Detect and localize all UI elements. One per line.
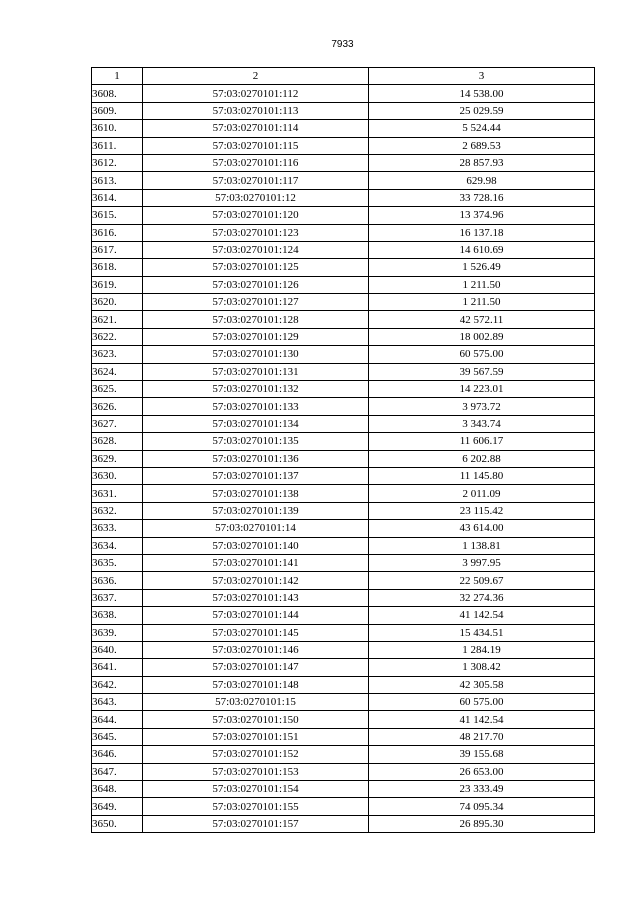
cadastral-number-cell: 57:03:0270101:148: [143, 676, 369, 693]
table-row: [92, 763, 595, 780]
registry-table: [91, 67, 595, 833]
value-cell: 48 217.70: [369, 728, 595, 745]
row-number-cell: 3639.: [92, 624, 143, 641]
table-row: [92, 102, 595, 119]
cadastral-number-cell: 57:03:0270101:157: [143, 815, 369, 832]
value-cell: 5 524.44: [369, 120, 595, 137]
table-row: [92, 815, 595, 832]
cadastral-number-cell: 57:03:0270101:145: [143, 624, 369, 641]
cadastral-number-cell: 57:03:0270101:120: [143, 207, 369, 224]
cadastral-number-cell: 57:03:0270101:132: [143, 381, 369, 398]
row-number-cell: 3625.: [92, 381, 143, 398]
value-cell: 16 137.18: [369, 224, 595, 241]
row-number-cell: 3609.: [92, 102, 143, 119]
row-number-cell: 3620.: [92, 294, 143, 311]
cadastral-number-cell: 57:03:0270101:129: [143, 328, 369, 345]
value-cell: 32 274.36: [369, 589, 595, 606]
cadastral-number-cell: 57:03:0270101:136: [143, 450, 369, 467]
table-row: [92, 624, 595, 641]
value-cell: 28 857.93: [369, 154, 595, 171]
cadastral-number-cell: 57:03:0270101:115: [143, 137, 369, 154]
cadastral-number-cell: 57:03:0270101:112: [143, 85, 369, 102]
cadastral-number-cell: 57:03:0270101:134: [143, 415, 369, 432]
value-cell: 3 343.74: [369, 415, 595, 432]
value-cell: 1 211.50: [369, 294, 595, 311]
row-number-cell: 3650.: [92, 815, 143, 832]
row-number-cell: 3612.: [92, 154, 143, 171]
cadastral-number-cell: 57:03:0270101:116: [143, 154, 369, 171]
cadastral-number-cell: 57:03:0270101:15: [143, 694, 369, 711]
cadastral-number-cell: 57:03:0270101:137: [143, 467, 369, 484]
row-number-cell: 3614.: [92, 189, 143, 206]
row-number-cell: 3643.: [92, 694, 143, 711]
value-cell: 2 689.53: [369, 137, 595, 154]
value-cell: 1 308.42: [369, 659, 595, 676]
cadastral-number-cell: 57:03:0270101:124: [143, 241, 369, 258]
value-cell: 3 973.72: [369, 398, 595, 415]
table-row: [92, 398, 595, 415]
value-cell: 3 997.95: [369, 554, 595, 571]
table-body: [92, 68, 595, 833]
table-row: [92, 502, 595, 519]
value-cell: 25 029.59: [369, 102, 595, 119]
row-number-cell: 3630.: [92, 467, 143, 484]
row-number-cell: 3617.: [92, 241, 143, 258]
table-row: [92, 798, 595, 815]
row-number-cell: 3635.: [92, 554, 143, 571]
row-number-cell: 3622.: [92, 328, 143, 345]
cadastral-number-cell: 57:03:0270101:154: [143, 781, 369, 798]
row-number-cell: 3649.: [92, 798, 143, 815]
row-number-cell: 3610.: [92, 120, 143, 137]
value-cell: 26 895.30: [369, 815, 595, 832]
table-row: [92, 241, 595, 258]
table-row: [92, 224, 595, 241]
row-number-cell: 3644.: [92, 711, 143, 728]
value-cell: 18 002.89: [369, 328, 595, 345]
value-cell: 23 115.42: [369, 502, 595, 519]
table-row: [92, 433, 595, 450]
row-number-cell: 3633.: [92, 520, 143, 537]
value-cell: 41 142.54: [369, 607, 595, 624]
cadastral-number-cell: 57:03:0270101:117: [143, 172, 369, 189]
table-row: [92, 207, 595, 224]
table-row: [92, 328, 595, 345]
table-row: [92, 381, 595, 398]
row-number-cell: 3616.: [92, 224, 143, 241]
value-cell: 42 572.11: [369, 311, 595, 328]
value-cell: 26 653.00: [369, 763, 595, 780]
column-header-1: 1: [92, 68, 143, 85]
table-row: [92, 450, 595, 467]
value-cell: 39 567.59: [369, 363, 595, 380]
value-cell: 14 223.01: [369, 381, 595, 398]
cadastral-number-cell: 57:03:0270101:142: [143, 572, 369, 589]
cadastral-number-cell: 57:03:0270101:125: [143, 259, 369, 276]
value-cell: 6 202.88: [369, 450, 595, 467]
cadastral-number-cell: 57:03:0270101:140: [143, 537, 369, 554]
cadastral-number-cell: 57:03:0270101:144: [143, 607, 369, 624]
row-number-cell: 3608.: [92, 85, 143, 102]
value-cell: 11 145.80: [369, 467, 595, 484]
value-cell: 15 434.51: [369, 624, 595, 641]
row-number-cell: 3642.: [92, 676, 143, 693]
table-row: [92, 137, 595, 154]
table-row: [92, 189, 595, 206]
value-cell: 2 011.09: [369, 485, 595, 502]
cadastral-number-cell: 57:03:0270101:139: [143, 502, 369, 519]
cadastral-number-cell: 57:03:0270101:141: [143, 554, 369, 571]
value-cell: 42 305.58: [369, 676, 595, 693]
row-number-cell: 3638.: [92, 607, 143, 624]
row-number-cell: 3619.: [92, 276, 143, 293]
value-cell: 33 728.16: [369, 189, 595, 206]
table-row: [92, 154, 595, 171]
table-row: [92, 607, 595, 624]
row-number-cell: 3627.: [92, 415, 143, 432]
table-header-row: [92, 68, 595, 85]
cadastral-number-cell: 57:03:0270101:143: [143, 589, 369, 606]
value-cell: 1 211.50: [369, 276, 595, 293]
cadastral-number-cell: 57:03:0270101:133: [143, 398, 369, 415]
row-number-cell: 3624.: [92, 363, 143, 380]
cadastral-number-cell: 57:03:0270101:14: [143, 520, 369, 537]
table-row: [92, 520, 595, 537]
table-row: [92, 781, 595, 798]
value-cell: 74 095.34: [369, 798, 595, 815]
row-number-cell: 3628.: [92, 433, 143, 450]
table-row: [92, 363, 595, 380]
table-row: [92, 554, 595, 571]
page-number: 7933: [331, 39, 354, 50]
table-row: [92, 589, 595, 606]
value-cell: 22 509.67: [369, 572, 595, 589]
value-cell: 629.98: [369, 172, 595, 189]
cadastral-number-cell: 57:03:0270101:138: [143, 485, 369, 502]
row-number-cell: 3621.: [92, 311, 143, 328]
value-cell: 41 142.54: [369, 711, 595, 728]
table-row: [92, 641, 595, 658]
row-number-cell: 3636.: [92, 572, 143, 589]
cadastral-number-cell: 57:03:0270101:131: [143, 363, 369, 380]
cadastral-number-cell: 57:03:0270101:135: [143, 433, 369, 450]
table-row: [92, 694, 595, 711]
cadastral-number-cell: 57:03:0270101:127: [143, 294, 369, 311]
table-row: [92, 172, 595, 189]
row-number-cell: 3618.: [92, 259, 143, 276]
value-cell: 60 575.00: [369, 346, 595, 363]
row-number-cell: 3611.: [92, 137, 143, 154]
table-row: [92, 676, 595, 693]
cadastral-number-cell: 57:03:0270101:130: [143, 346, 369, 363]
value-cell: 1 284.19: [369, 641, 595, 658]
cadastral-number-cell: 57:03:0270101:12: [143, 189, 369, 206]
row-number-cell: 3613.: [92, 172, 143, 189]
value-cell: 23 333.49: [369, 781, 595, 798]
value-cell: 39 155.68: [369, 746, 595, 763]
value-cell: 14 538.00: [369, 85, 595, 102]
cadastral-number-cell: 57:03:0270101:150: [143, 711, 369, 728]
row-number-cell: 3647.: [92, 763, 143, 780]
value-cell: 60 575.00: [369, 694, 595, 711]
cadastral-number-cell: 57:03:0270101:126: [143, 276, 369, 293]
value-cell: 13 374.96: [369, 207, 595, 224]
row-number-cell: 3631.: [92, 485, 143, 502]
column-header-2: 2: [143, 68, 369, 85]
row-number-cell: 3632.: [92, 502, 143, 519]
row-number-cell: 3634.: [92, 537, 143, 554]
cadastral-number-cell: 57:03:0270101:151: [143, 728, 369, 745]
table-row: [92, 537, 595, 554]
table-row: [92, 485, 595, 502]
row-number-cell: 3629.: [92, 450, 143, 467]
row-number-cell: 3615.: [92, 207, 143, 224]
table-row: [92, 259, 595, 276]
row-number-cell: 3623.: [92, 346, 143, 363]
column-header-3: 3: [369, 68, 595, 85]
row-number-cell: 3641.: [92, 659, 143, 676]
table-row: [92, 711, 595, 728]
row-number-cell: 3646.: [92, 746, 143, 763]
cadastral-number-cell: 57:03:0270101:147: [143, 659, 369, 676]
table-row: [92, 572, 595, 589]
table-row: [92, 346, 595, 363]
table-row: [92, 728, 595, 745]
row-number-cell: 3626.: [92, 398, 143, 415]
cadastral-number-cell: 57:03:0270101:113: [143, 102, 369, 119]
table-row: [92, 415, 595, 432]
table-row: [92, 311, 595, 328]
cadastral-number-cell: 57:03:0270101:114: [143, 120, 369, 137]
table-row: [92, 659, 595, 676]
value-cell: 43 614.00: [369, 520, 595, 537]
table-row: [92, 85, 595, 102]
cadastral-number-cell: 57:03:0270101:146: [143, 641, 369, 658]
table-row: [92, 467, 595, 484]
row-number-cell: 3640.: [92, 641, 143, 658]
cadastral-number-cell: 57:03:0270101:155: [143, 798, 369, 815]
row-number-cell: 3648.: [92, 781, 143, 798]
cadastral-number-cell: 57:03:0270101:153: [143, 763, 369, 780]
row-number-cell: 3637.: [92, 589, 143, 606]
table-row: [92, 294, 595, 311]
table-row: [92, 120, 595, 137]
table-row: [92, 746, 595, 763]
table-row: [92, 276, 595, 293]
cadastral-number-cell: 57:03:0270101:128: [143, 311, 369, 328]
row-number-cell: 3645.: [92, 728, 143, 745]
value-cell: 1 138.81: [369, 537, 595, 554]
cadastral-number-cell: 57:03:0270101:123: [143, 224, 369, 241]
value-cell: 1 526.49: [369, 259, 595, 276]
value-cell: 14 610.69: [369, 241, 595, 258]
cadastral-number-cell: 57:03:0270101:152: [143, 746, 369, 763]
value-cell: 11 606.17: [369, 433, 595, 450]
